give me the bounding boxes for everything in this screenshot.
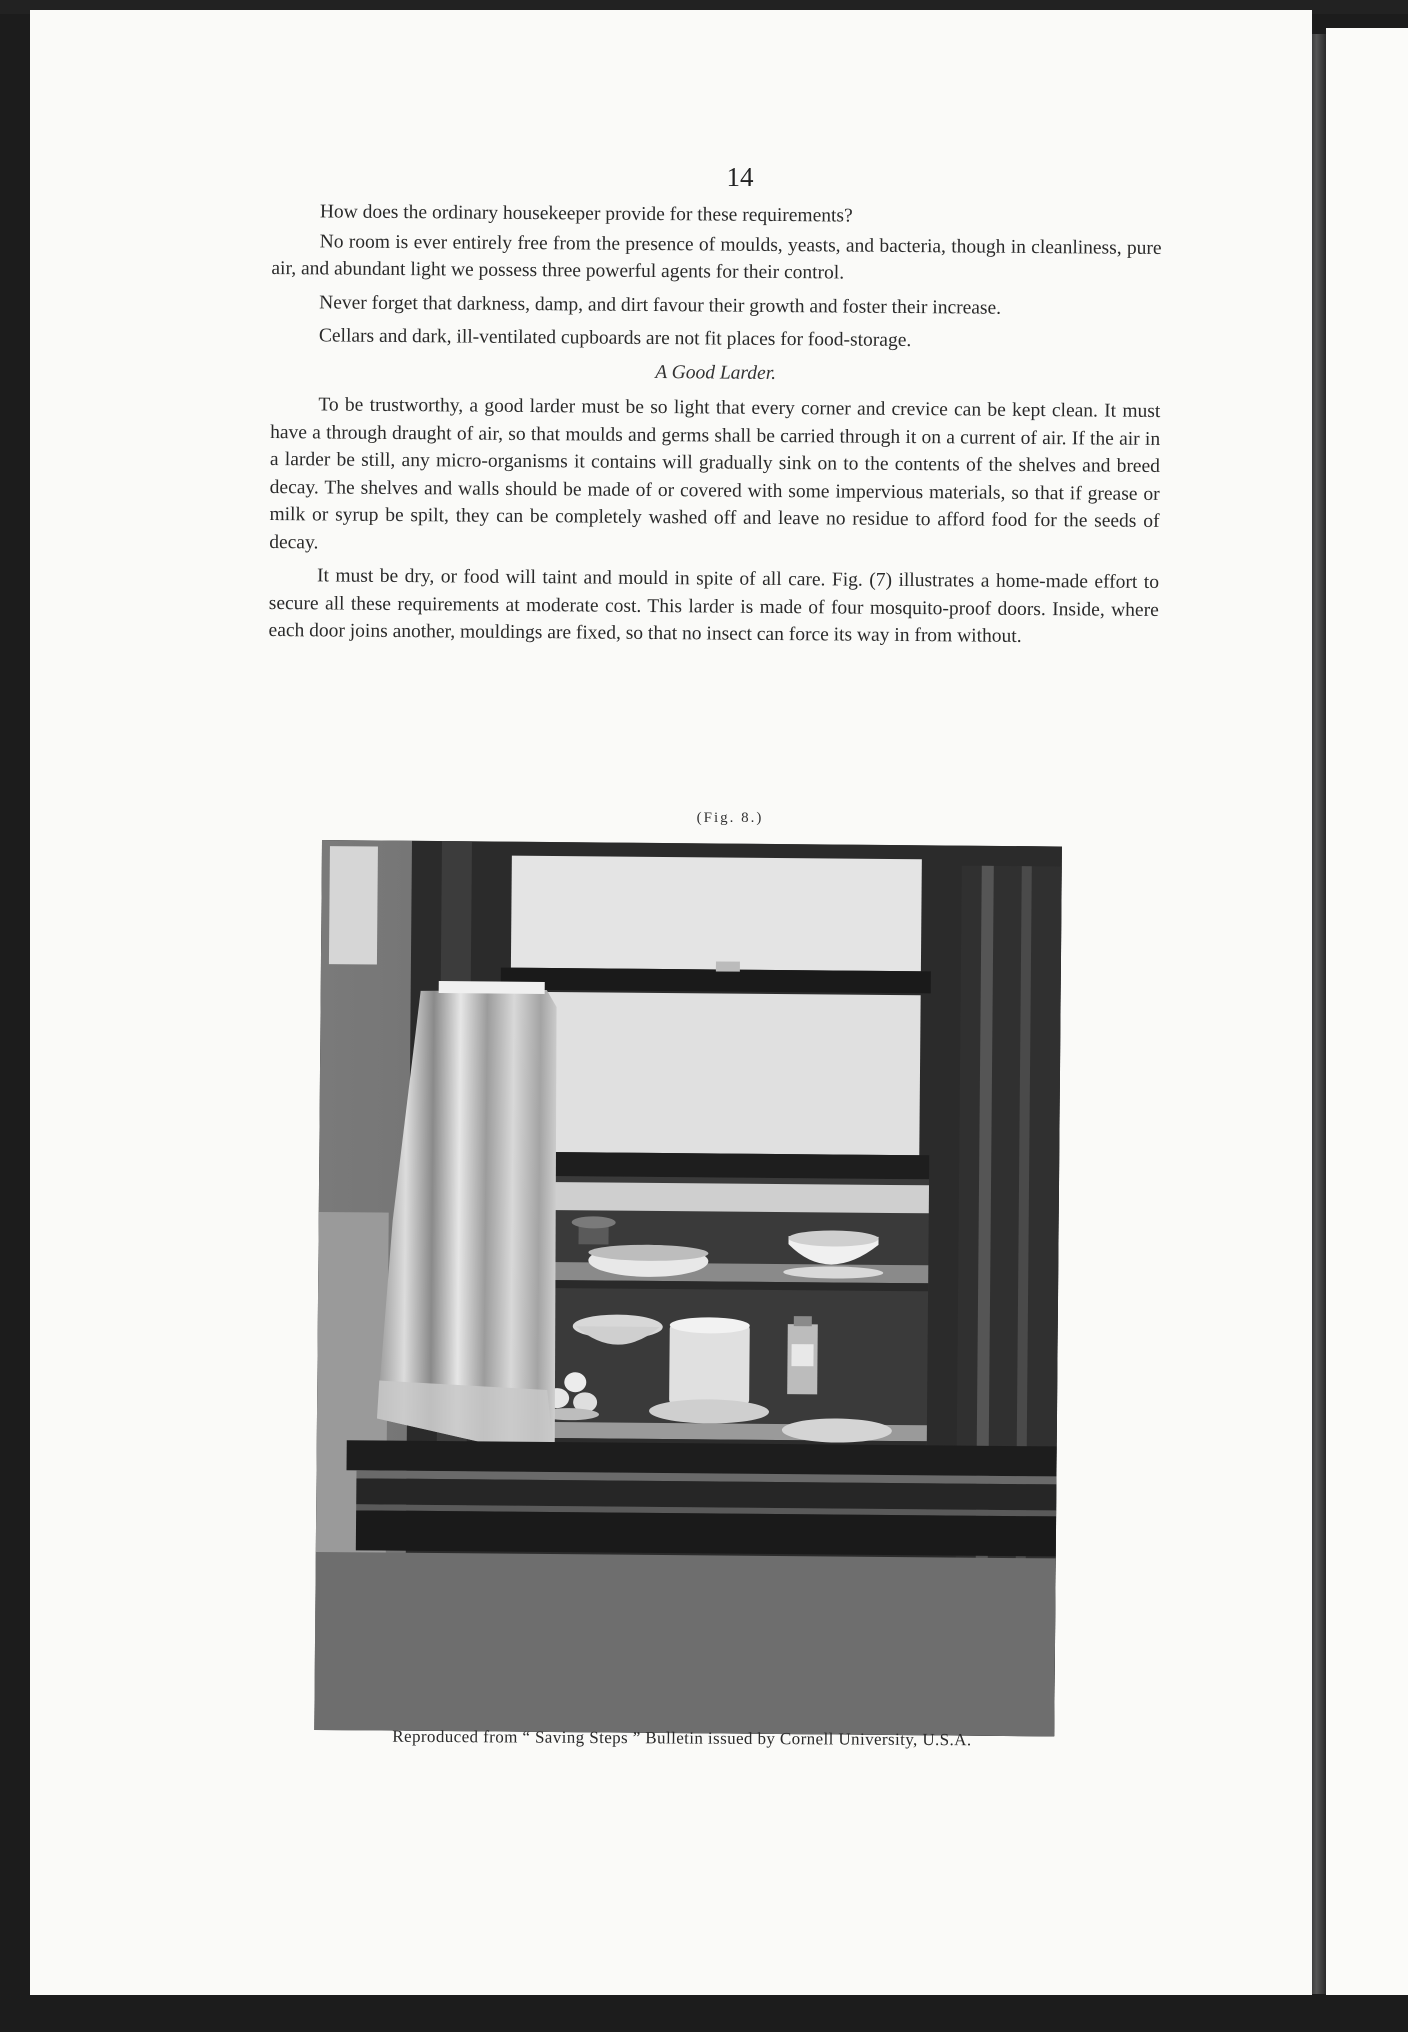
paragraph-question: How does the ordinary housekeeper provide for these requirements? xyxy=(319,201,853,227)
paragraph-cellars: Cellars and dark, ill-ventilated cupboards are not fit places for food-storage. xyxy=(318,325,912,352)
figure-label: (Fig. 8.) xyxy=(696,810,764,826)
book-page xyxy=(30,10,1312,1995)
page-body-text xyxy=(268,198,1162,657)
book-spine-shadow xyxy=(1310,34,1326,1994)
paragraph-darkness: Never forget that darkness, damp, and dirt favour their growth and foster their increase. xyxy=(319,291,1002,319)
paragraph-larder-dry: It must be dry, or food will taint and mould in spite of all care. Fig. (7) illustrates a home-made effort to secure all these requirements at moderate cost. This larder is made of four mosquito-proof doors. Inside, where each door joins another, mouldings are fixed, so that no insect can force its way in from without. xyxy=(268,565,1160,647)
page-number: 14 xyxy=(726,162,754,192)
paragraph-moulds: No room is ever entirely free from the presence of moulds, yeasts, and bacteria, though in cleanliness, pure air, and abundant light we possess three powerful agents for their control. xyxy=(271,230,1162,284)
paragraph-larder-light: To be trustworthy, a good larder must be so light that every corner and crevice can be kept clean. It must have a through draught of air, so that moulds and germs shall be carried through it on a current of air. If the air in a larder be still, any micro-organisms it contains will gradually sink on to the contents of the shelves and breed decay. The shelves and walls should be made of or covered with some impervious materials, so that if grease or milk or syrup be spilt, they can be completely washed off and leave no residue to afford food for the seeds of decay. xyxy=(269,394,1161,553)
section-heading: A Good Larder. xyxy=(655,361,777,384)
facing-page-edge xyxy=(1326,28,1408,1995)
figure-caption: Reproduced from “ Saving Steps ” Bulletin issued by Cornell University, U.S.A. xyxy=(392,1726,972,1750)
larder-photograph xyxy=(314,840,1062,1736)
